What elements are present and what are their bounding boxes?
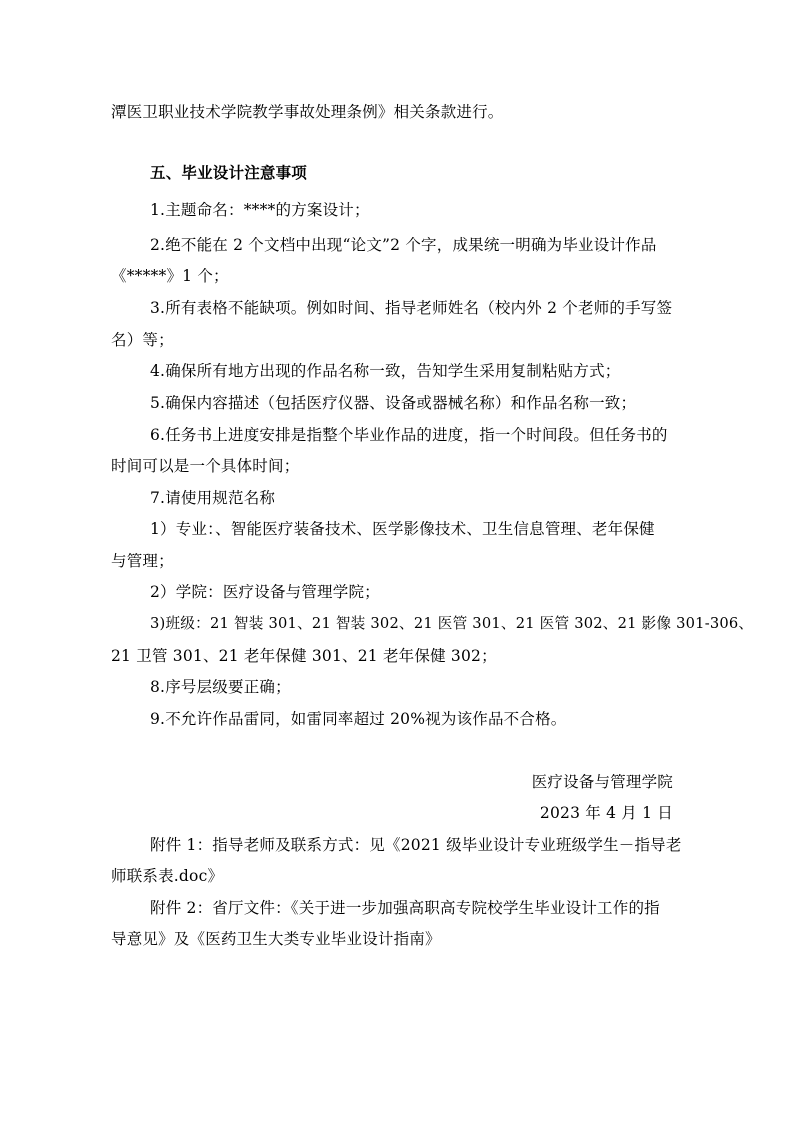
attachment-1-line-1: 附件 1：指导老师及联系方式：见《2021 级毕业设计专业班级学生－指导老 — [150, 836, 682, 854]
attachment-2-line-1: 附件 2：省厅文件：《关于进一步加强高职高专院校学生毕业设计工作的指 — [150, 899, 660, 917]
section-heading: 五、毕业设计注意事项 — [150, 163, 308, 182]
signature-org: 医疗设备与管理学院 — [531, 773, 673, 791]
item-4: 4.确保所有地方出现的作品名称一致，告知学生采用复制粘贴方式； — [150, 362, 621, 380]
attachment-2-line-2: 导意见》及《医药卫生大类专业毕业设计指南》 — [111, 930, 441, 948]
item-2-line-2: 《*****》1 个； — [111, 267, 229, 285]
item-7-2: 2）学院：医疗设备与管理学院； — [150, 583, 380, 601]
item-6-line-1: 6.任务书上进度安排是指整个毕业作品的进度，指一个时间段。但任务书的 — [150, 426, 668, 444]
item-7-1-line-2: 与管理； — [111, 552, 174, 570]
attachment-1-line-2: 师联系表.doc》 — [111, 867, 224, 885]
continuation-text: 潭医卫职业技术学院教学事故处理条例》相关条款进行。 — [111, 103, 504, 121]
item-5: 5.确保内容描述（包括医疗仪器、设备或器械名称）和作品名称一致； — [150, 394, 637, 412]
signature-date: 2023 年 4 月 1 日 — [539, 804, 673, 822]
item-1: 1.主题命名：****的方案设计； — [150, 201, 370, 219]
item-8: 8.序号层级要正确； — [150, 678, 291, 696]
item-7-1-line-1: 1）专业：、智能医疗装备技术、医学影像技术、卫生信息管理、老年保健 — [150, 520, 655, 538]
item-2-line-1: 2.绝不能在 2 个文档中出现“论文”2 个字，成果统一明确为毕业设计作品 — [150, 236, 657, 254]
item-6-line-2: 时间可以是一个具体时间； — [111, 457, 300, 475]
item-7: 7.请使用规范名称 — [150, 489, 276, 507]
item-7-3-line-1: 3)班级：21 智装 301、21 智装 302、21 医管 301、21 医管 302、21 影像 301-306、 — [150, 615, 754, 632]
item-7-3-line-2: 21 卫管 301、21 老年保健 301、21 老年保健 302； — [111, 647, 497, 665]
item-3-line-1: 3.所有表格不能缺项。例如时间、指导老师姓名（校内外 2 个老师的手写签 — [150, 299, 673, 317]
item-9: 9.不允许作品雷同，如雷同率超过 20%视为该作品不合格。 — [150, 710, 567, 728]
item-3-line-2: 名）等； — [111, 331, 174, 349]
